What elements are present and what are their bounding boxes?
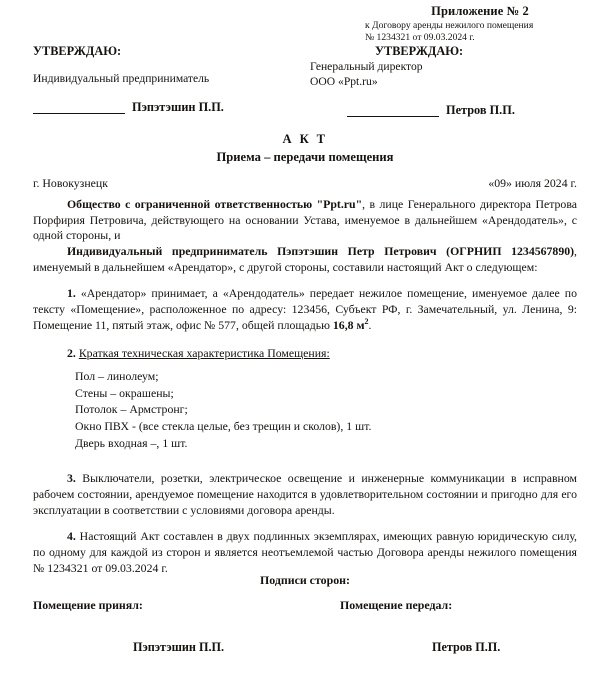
clause-3-number: 3. [67, 471, 76, 486]
signature-block-handed [340, 598, 500, 655]
appendix-contract-number: № 1234321 от 09.03.2024 г. [365, 32, 475, 44]
list-item: Стены – окрашены; [75, 385, 174, 400]
signature-rule-left [33, 102, 125, 114]
signatures-title: Подписи сторон: [260, 573, 350, 587]
place-and-date [33, 176, 577, 191]
approval-role-left: Индивидуальный предприниматель [33, 72, 210, 86]
page-title: А К Т [282, 132, 328, 146]
signature-block-received [33, 598, 224, 655]
clause-1-text: «Арендатор» принимает, а «Арендодатель» передает нежилое помещение, именуемое далее по тексту «Помещение», расположенное по адресу: 123456, Субъект РФ, г. Замечательный, ул. Ленина, 9: Помещение 11, пятый этаж, офис № 577, общей площадью [33, 286, 577, 332]
clause-2-number: 2. [67, 345, 76, 360]
preamble-lessor-rest: , в лице Генерального директора Петрова Порфирия Петровича, действующего на основании Устава, именуемое в дальнейшем «Арендодатель», с одной стороны, и [33, 197, 577, 243]
approval-heading-left: УТВЕРЖДАЮ: [33, 44, 122, 58]
preamble-lessee-rest: , именуемый в дальнейшем «Арендатор», с другой стороны, составили настоящий Акт о следующем: [33, 244, 577, 274]
preamble-paragraph-lessor [33, 197, 577, 244]
signature-label-handed: Помещение передал: [340, 598, 453, 612]
date-of-signing: «09» июля 2024 г. [488, 176, 577, 190]
list-item: Потолок – Армстронг; [75, 402, 188, 417]
signature-name-right: Петров П.П. [446, 103, 515, 118]
signature-person-received: Пэпэтэшин П.П. [133, 640, 225, 654]
signature-line-left [33, 101, 323, 113]
approval-row [33, 44, 577, 124]
signatures-row [33, 598, 577, 658]
preamble-paragraph-lessee [33, 244, 577, 275]
approval-role-right-line1: Генеральный директор [310, 60, 423, 74]
clause-2 [33, 346, 577, 362]
page-subtitle: Приема – передачи помещения [216, 150, 394, 164]
list-item: Пол – линолеум; [75, 369, 159, 384]
appendix-reference-block [365, 4, 595, 44]
approval-heading-right: УТВЕРЖДАЮ: [375, 44, 464, 58]
clause-1-area: 16,8 м [332, 317, 365, 332]
clause-4-text: Настоящий Акт составлен в двух подлинных экземплярах, имеющих равную юридическую силу, по одному для каждой из сторон и является неотъемлемой частью Договора аренды нежилого помещения № 1234321 от 09.03.2024 г. [33, 529, 577, 575]
appendix-title: Приложение № 2 [431, 4, 529, 18]
clause-1-area-unit-exponent: 2 [364, 316, 369, 326]
signature-label-received: Помещение принял: [33, 598, 143, 612]
appendix-contract-line: к Договору аренды нежилого помещения [365, 19, 534, 31]
place-of-signing: г. Новокузнецк [33, 176, 108, 190]
clause-1-number: 1. [67, 286, 76, 301]
approval-column-lessee [33, 44, 323, 114]
signature-name-left: Пэпэтэшин П.П. [132, 100, 224, 115]
clause-2-text: Краткая техническая характеристика Помещения: [78, 345, 330, 360]
clause-4 [33, 529, 577, 576]
specs-list [33, 368, 577, 451]
list-item: Дверь входная –, 1 шт. [75, 435, 188, 450]
approval-column-lessor [310, 44, 590, 117]
clause-1-text-end: . [368, 317, 372, 332]
list-item: Окно ПВХ - (все стекла целые, без трещин и сколов), 1 шт. [75, 419, 372, 434]
document-body [33, 197, 577, 576]
clause-3-text: Выключатели, розетки, электрическое освещение и инженерные коммуникации в исправном рабочем состоянии, арендуемое помещение находится в удовлетворительном состоянии и пригодно для его эксплуатации в соответствии с условиями договора аренды. [33, 471, 577, 517]
signature-line-right [310, 104, 590, 116]
signature-person-handed: Петров П.П. [432, 640, 501, 654]
approval-company-right: ООО «Ppt.ru» [310, 75, 378, 89]
clause-3 [33, 471, 577, 518]
preamble-lessor-name: Общество с ограниченной ответственностью "Ppt.ru" [67, 197, 363, 211]
clause-1 [33, 286, 577, 333]
signature-rule-right [347, 105, 439, 117]
clause-4-number: 4. [67, 529, 76, 544]
preamble-lessee-name: Индивидуальный предприниматель Пэпэтэшин Петр Петрович (ОГРНИП 1234567890) [67, 244, 575, 259]
